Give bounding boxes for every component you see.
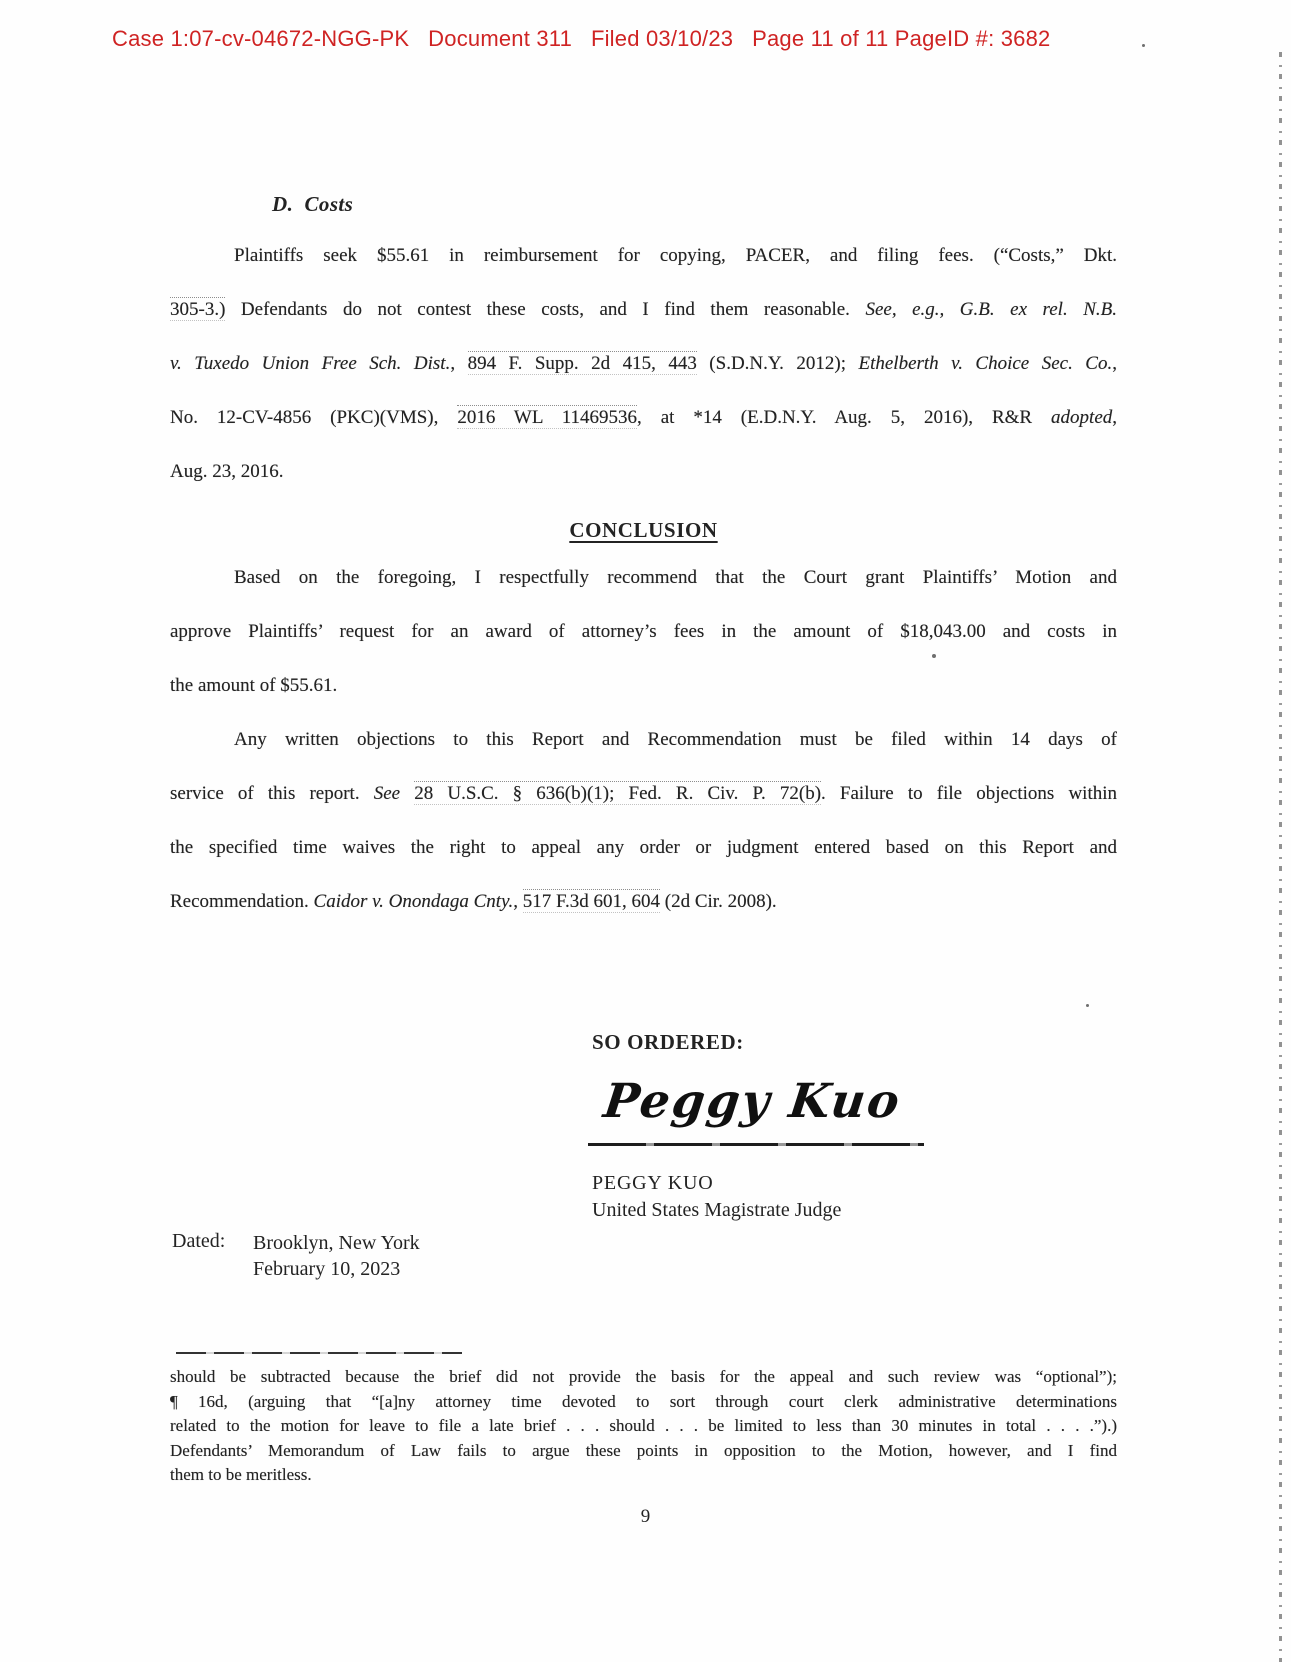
body-text: Defendants’ Memorandum of Law fails to argue these points in opposition to the Motion, however, and I find: [170, 1440, 1117, 1460]
footnote-separator-line: [176, 1352, 462, 1354]
citation-text: Caidor v. Onondaga Cnty.: [313, 891, 514, 912]
text-line: [170, 672, 1117, 726]
citation-text: adopted: [1051, 407, 1113, 428]
text-line: [170, 726, 1117, 780]
body-text: approve Plaintiffs’ request for an award of attorney’s fees in the amount of $18,043.00 and costs in: [170, 621, 1117, 642]
pacer-case-header: Case 1:07-cv-04672-NGG-PK Document 311 Filed 03/10/23 Page 11 of 11 PageID #: 3682: [112, 26, 1051, 51]
body-text: Aug. 23, 2016.: [170, 461, 284, 482]
conclusion-heading: CONCLUSION: [569, 518, 718, 542]
body-text: , at *14 (E.D.N.Y. Aug. 5, 2016), R&R: [637, 407, 1052, 428]
citation-text: v. Tuxedo Union Free Sch. Dist.: [170, 353, 451, 374]
body-text: Plaintiffs seek $55.61 in reimbursement for copying, PACER, and filing fees. (“Costs,” Dkt.: [234, 245, 1117, 266]
citation-text: See: [373, 783, 401, 804]
dated-label: Dated:: [172, 1230, 226, 1252]
dated-date: February 10, 2023: [253, 1258, 401, 1280]
paragraph-objections: [170, 726, 1117, 942]
body-text: ,: [513, 891, 523, 912]
so-ordered-label: SO ORDERED:: [592, 1030, 744, 1054]
text-line: [170, 888, 1117, 942]
body-text: [400, 783, 414, 804]
body-text: ,: [1112, 407, 1117, 428]
scan-speck: [1086, 1004, 1089, 1007]
body-text: the specified time waives the right to appeal any order or judgment entered based on this Report and: [170, 837, 1117, 858]
signer-title: United States Magistrate Judge: [592, 1199, 842, 1221]
page-number: 9: [640, 1506, 651, 1527]
text-line: [170, 780, 1117, 834]
text-line: [170, 1366, 1117, 1391]
body-text: (2d Cir. 2008).: [660, 891, 777, 912]
paragraph-costs: [170, 242, 1117, 512]
body-text: No. 12-CV-4856 (PKC)(VMS),: [170, 407, 458, 428]
body-text: Any written objections to this Report and Recommendation must be filed within 14 days of: [234, 729, 1117, 750]
text-line: [170, 564, 1117, 618]
body-text: related to the motion for leave to file a late brief . . . should . . . be limited to less than 30 minutes in total . . . .”).): [170, 1416, 1117, 1436]
text-line: [170, 1415, 1117, 1440]
body-text: 28 U.S.C. § 636(b)(1); Fed. R. Civ. P. 72(b): [414, 783, 822, 804]
text-line: [170, 350, 1117, 404]
signature-underline: [588, 1143, 924, 1146]
body-text: 517 F.3d 601, 604: [522, 891, 661, 912]
citation-text: Ethelberth v. Choice Sec. Co.: [858, 353, 1113, 374]
text-line: [170, 1440, 1117, 1465]
citation-text: See, e.g., G.B. ex rel. N.B.: [865, 299, 1117, 320]
body-text: (S.D.N.Y. 2012);: [696, 353, 859, 374]
text-line: [170, 404, 1117, 458]
text-line: [170, 242, 1117, 296]
body-text: should be subtracted because the brief did not provide the basis for the appeal and such review was “optional”);: [170, 1367, 1117, 1386]
body-text: the amount of $55.61.: [170, 675, 338, 696]
body-text: Recommendation.: [170, 891, 314, 912]
scan-speck: [932, 654, 936, 658]
text-line: [170, 1391, 1117, 1416]
section-heading-costs: D. Costs: [272, 192, 354, 216]
body-text: 894 F. Supp. 2d 415, 443: [467, 353, 697, 374]
scan-artifact-vertical-line: [1279, 52, 1282, 1662]
body-text: them to be meritless.: [170, 1465, 312, 1485]
text-line: [170, 618, 1117, 672]
body-text: Based on the foregoing, I respectfully recommend that the Court grant Plaintiffs’ Motion and: [234, 567, 1117, 588]
body-text: ,: [1112, 353, 1117, 374]
text-line: [170, 296, 1117, 350]
footnote-text: [170, 1366, 1117, 1489]
body-text: Defendants do not contest these costs, and I find them reasonable.: [225, 299, 866, 320]
paragraph-recommendation: [170, 564, 1117, 726]
body-text: ,: [450, 353, 468, 374]
dated-block: [172, 1230, 420, 1282]
body-text: service of this report.: [170, 783, 374, 804]
body-text: . Failure to file objections within: [821, 783, 1117, 804]
body-text: ¶ 16d, (arguing that “[a]ny attorney time devoted to sort through court clerk administrative determinations: [170, 1391, 1117, 1411]
signer-name: PEGGY KUO: [592, 1172, 714, 1194]
text-line: [170, 458, 1117, 512]
text-line: [170, 834, 1117, 888]
judge-signature-script: Peggy Kuo: [600, 1074, 905, 1129]
scan-speck: [1142, 44, 1145, 47]
dated-place: Brooklyn, New York: [253, 1232, 420, 1254]
body-text: 2016 WL 11469536: [457, 407, 637, 428]
text-line: [170, 1464, 1117, 1489]
body-text: 305-3.): [170, 299, 226, 320]
